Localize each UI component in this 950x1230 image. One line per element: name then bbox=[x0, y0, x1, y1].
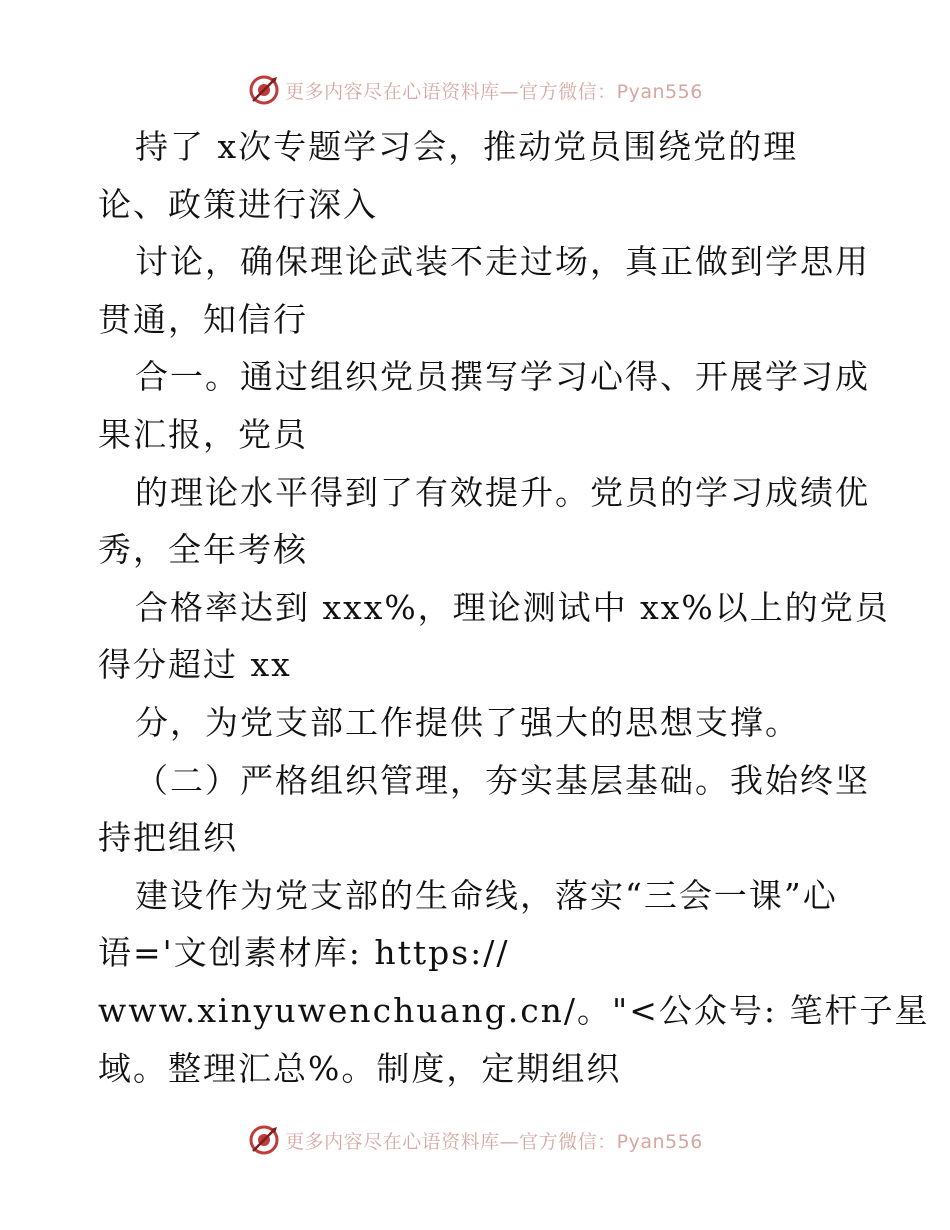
body-line: 建设作为党支部的生命线，落实“三会一课”心 bbox=[135, 875, 838, 915]
body-line: 得分超过 xx bbox=[98, 645, 292, 685]
body-line: 果汇报，党员 bbox=[98, 414, 308, 454]
body-line: 讨论，确保理论武装不走过场，真正做到学思用 bbox=[135, 242, 870, 282]
body-line: 持把组织 bbox=[98, 818, 238, 858]
header-banner bbox=[0, 70, 950, 110]
body-line: 的理论水平得到了有效提升。党员的学习成绩优 bbox=[135, 472, 870, 512]
body-line: 合格率达到 xxx%，理论测试中 xx%以上的党员 bbox=[135, 587, 890, 627]
body-line: 域。整理汇总%。制度，定期组织 bbox=[98, 1048, 622, 1088]
footer-banner-text: 更多内容尽在心语资料库—官方微信：Pyan556 bbox=[285, 1130, 703, 1153]
logo-icon bbox=[247, 1123, 281, 1157]
body-line: 分，为党支部工作提供了强大的思想支撑。 bbox=[135, 702, 800, 742]
document-body bbox=[98, 118, 930, 1097]
footer-banner bbox=[0, 1120, 950, 1160]
body-line: 语='文创素材库: https:// bbox=[98, 933, 510, 973]
body-line: 持了 x次专题学习会，推动党员围绕党的理 bbox=[135, 127, 799, 166]
body-line: 贯通，知信行 bbox=[98, 299, 308, 339]
body-line: www.xinyuwenchuang.cn/。"<公众号: 笔杆子星 bbox=[98, 990, 930, 1030]
body-line: 合一。通过组织党员撰写学习心得、开展学习成 bbox=[135, 357, 870, 397]
body-line: （二）严格组织管理，夯实基层基础。我始终坚 bbox=[135, 760, 870, 800]
body-line: 秀，全年考核 bbox=[98, 530, 308, 570]
header-banner-text: 更多内容尽在心语资料库—官方微信：Pyan556 bbox=[285, 80, 703, 103]
body-line: 论、政策进行深入 bbox=[98, 184, 378, 224]
logo-icon bbox=[247, 73, 281, 107]
